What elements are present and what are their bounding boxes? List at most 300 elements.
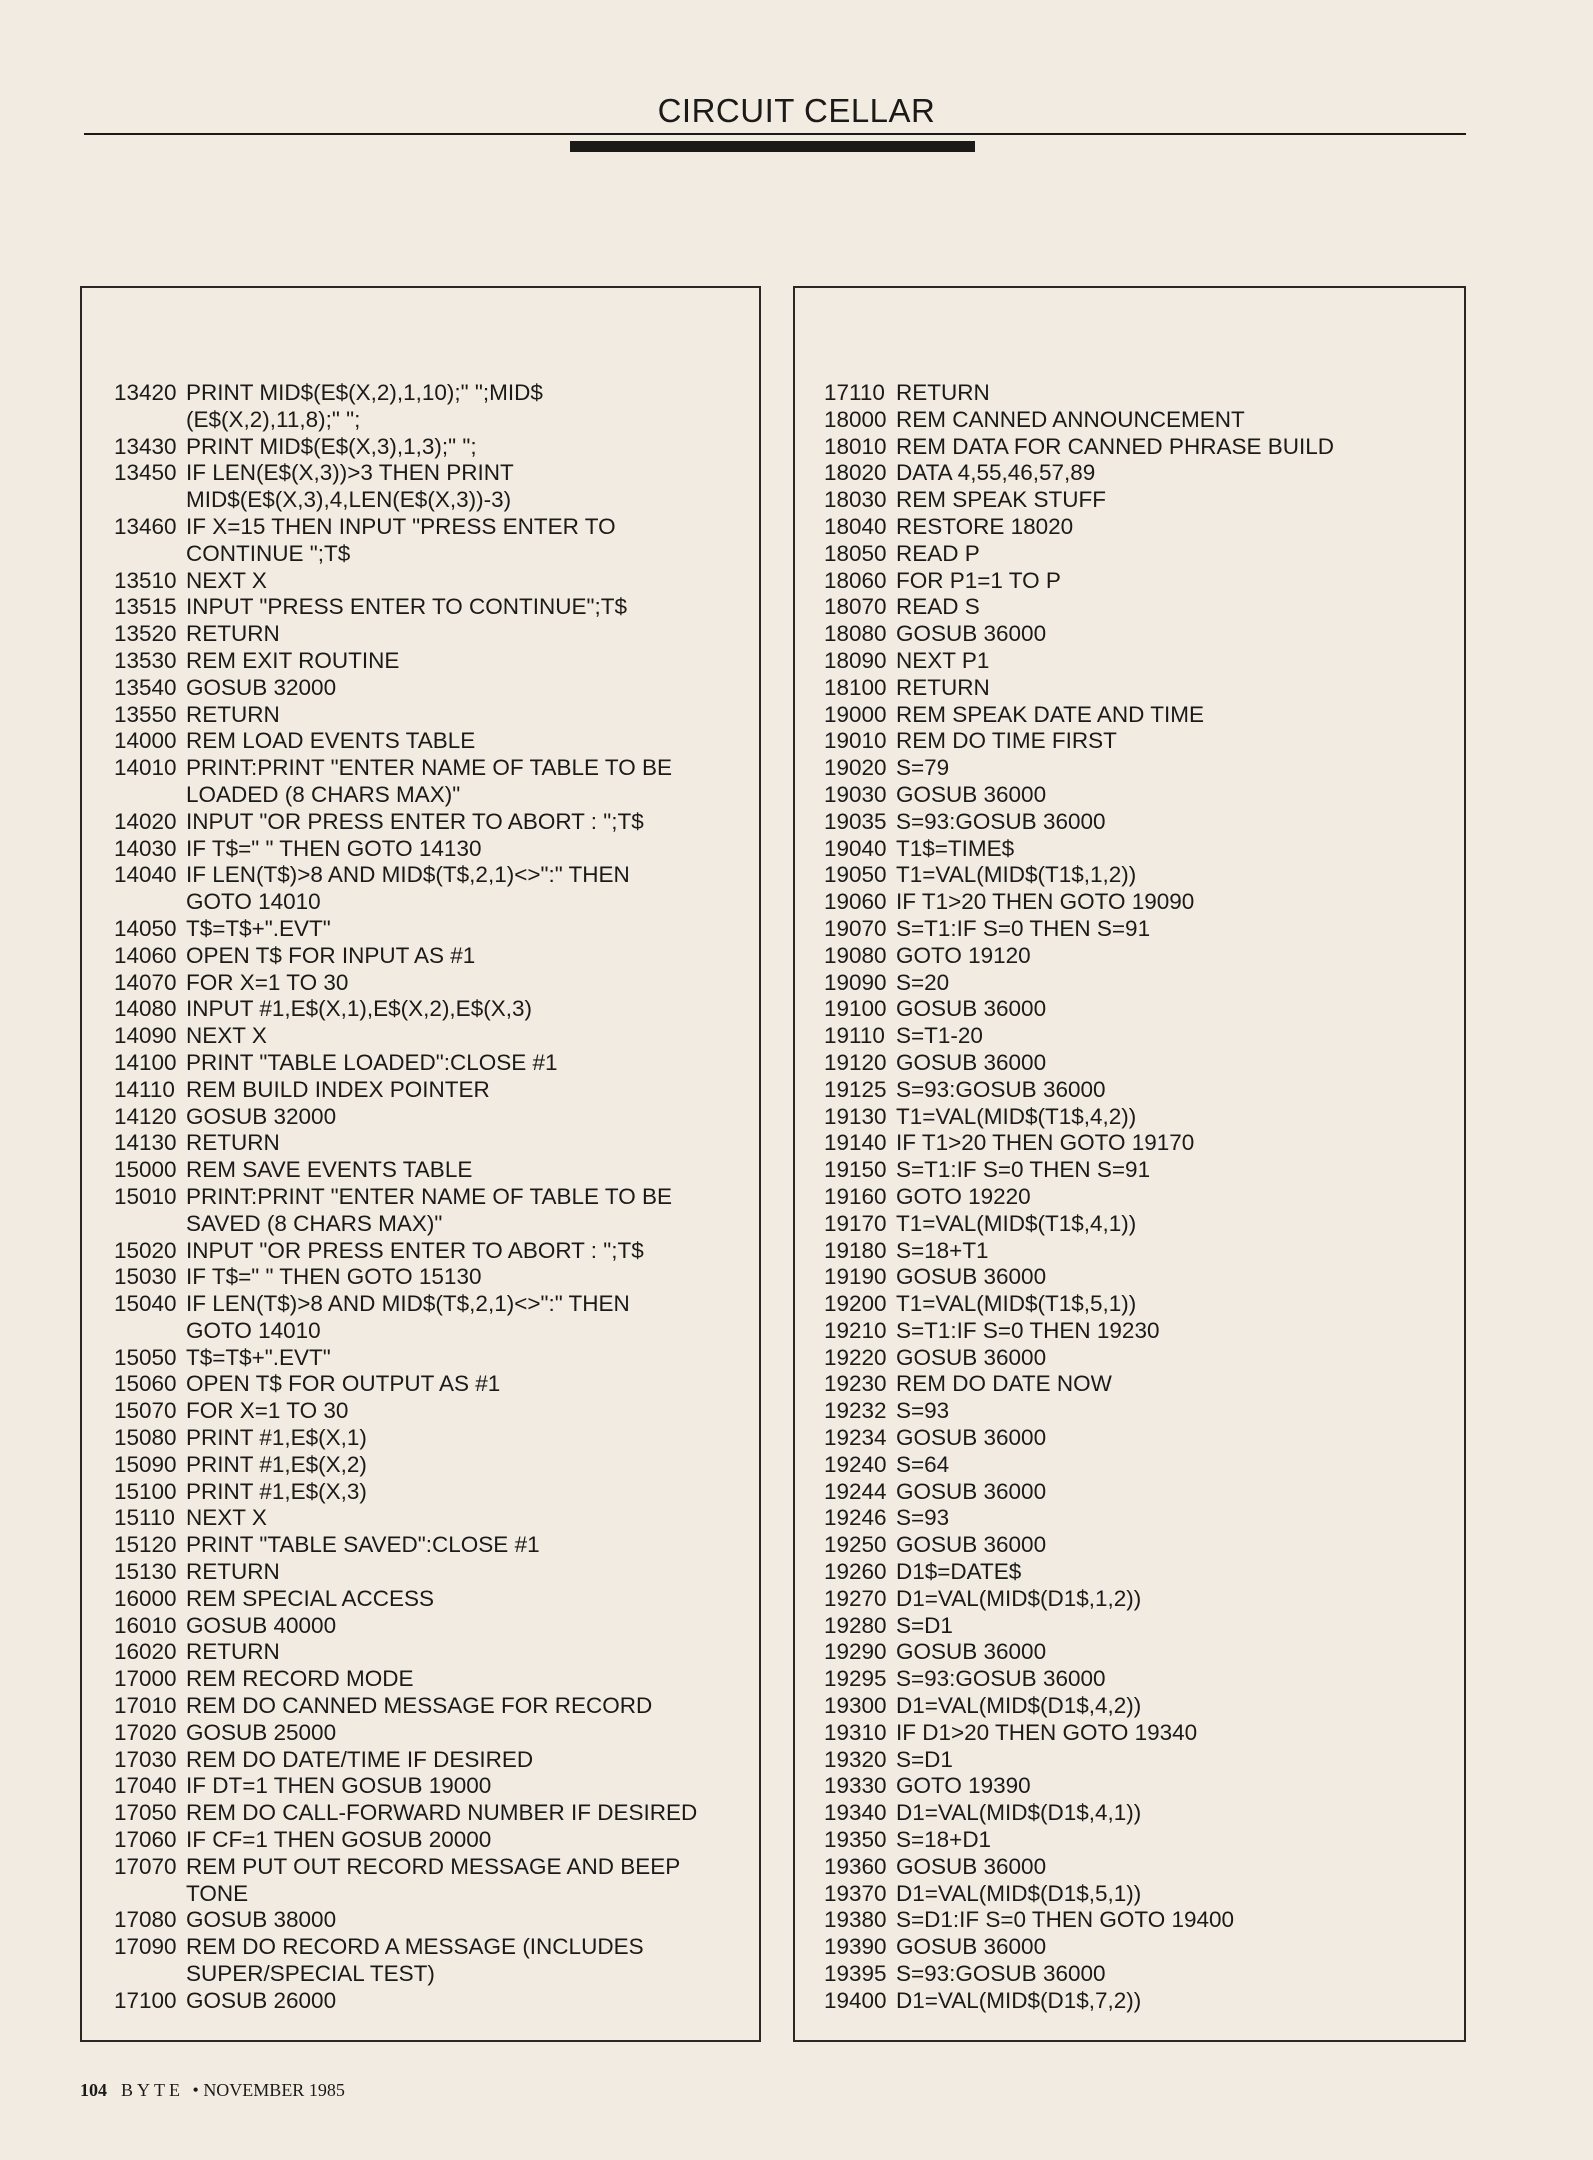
code-line <box>824 541 1460 568</box>
line-number: 14070 <box>114 969 177 995</box>
code-line <box>114 1586 754 1613</box>
statement: S=93 <box>896 1398 950 1424</box>
code-line <box>824 621 1460 648</box>
statement: OPEN T$ FOR OUTPUT AS #1 <box>186 1371 501 1397</box>
code-line <box>824 1398 1460 1425</box>
statement: PRINT MID$(E$(X,2),1,10);" ";MID$ (E$(X,2),11,8);" "; <box>186 380 543 432</box>
statement: IF LEN(T$)>8 AND MID$(T$,2,1)<>":" THEN GOTO 14010 <box>186 1291 630 1343</box>
line-number: 13530 <box>114 647 177 673</box>
statement: T1=VAL(MID$(T1$,4,1)) <box>896 1210 1137 1236</box>
line-number: 19310 <box>824 1719 887 1745</box>
statement: GOSUB 36000 <box>896 621 1047 647</box>
line-number: 19050 <box>824 862 887 888</box>
statement: FOR X=1 TO 30 <box>186 1398 349 1424</box>
code-line <box>114 1050 754 1077</box>
code-listing-left <box>114 380 754 2015</box>
line-number: 15020 <box>114 1237 177 1263</box>
code-line <box>114 1452 754 1479</box>
line-number: 19340 <box>824 1800 887 1826</box>
line-number: 19210 <box>824 1317 887 1343</box>
statement: IF T$=" " THEN GOTO 14130 <box>186 835 482 861</box>
statement: S=93:GOSUB 36000 <box>896 1076 1106 1102</box>
code-line <box>824 594 1460 621</box>
code-line <box>824 970 1460 997</box>
line-number: 18050 <box>824 540 887 566</box>
line-number: 19080 <box>824 942 887 968</box>
code-line <box>114 1104 754 1131</box>
line-number: 19232 <box>824 1398 887 1424</box>
line-number: 15000 <box>114 1157 177 1183</box>
line-number: 13430 <box>114 433 177 459</box>
line-number: 19200 <box>824 1291 887 1317</box>
line-number: 19234 <box>824 1425 887 1451</box>
line-number: 19244 <box>824 1478 887 1504</box>
statement: S=20 <box>896 969 950 995</box>
code-line <box>114 996 754 1023</box>
statement: REM EXIT ROUTINE <box>186 647 400 673</box>
statement: GOSUB 32000 <box>186 674 337 700</box>
code-line <box>114 1827 754 1854</box>
line-number: 18030 <box>824 487 887 513</box>
statement: READ S <box>896 594 980 620</box>
statement: GOSUB 36000 <box>896 1425 1047 1451</box>
statement: T1=VAL(MID$(T1$,5,1)) <box>896 1291 1137 1317</box>
statement: REM LOAD EVENTS TABLE <box>186 728 476 754</box>
statement: S=18+D1 <box>896 1827 992 1853</box>
statement: GOSUB 36000 <box>896 1264 1047 1290</box>
line-number: 17020 <box>114 1719 177 1745</box>
line-number: 13520 <box>114 621 177 647</box>
line-number: 13515 <box>114 594 177 620</box>
line-number: 13540 <box>114 674 177 700</box>
line-number: 19040 <box>824 835 887 861</box>
statement: RETURN <box>186 701 280 727</box>
statement: T1=VAL(MID$(T1$,4,2)) <box>896 1103 1137 1129</box>
line-number: 15040 <box>114 1291 177 1317</box>
line-number: 18060 <box>824 567 887 593</box>
code-line <box>114 648 754 675</box>
line-number: 19125 <box>824 1076 887 1102</box>
statement: NEXT P1 <box>896 647 990 673</box>
line-number: 17080 <box>114 1907 177 1933</box>
code-line <box>824 702 1460 729</box>
statement: GOSUB 38000 <box>186 1907 337 1933</box>
line-number: 19250 <box>824 1532 887 1558</box>
code-line <box>114 1023 754 1050</box>
code-line <box>824 1639 1460 1666</box>
statement: GOTO 19390 <box>896 1773 1031 1799</box>
statement: PRINT #1,E$(X,3) <box>186 1478 367 1504</box>
statement: REM SPECIAL ACCESS <box>186 1585 434 1611</box>
line-number: 15050 <box>114 1344 177 1370</box>
code-line <box>824 1720 1460 1747</box>
line-number: 16010 <box>114 1612 177 1638</box>
line-number: 18020 <box>824 460 887 486</box>
statement: REM PUT OUT RECORD MESSAGE AND BEEP TONE <box>186 1853 681 1906</box>
line-number: 17060 <box>114 1827 177 1853</box>
code-line <box>114 1934 754 1988</box>
line-number: 13450 <box>114 460 177 486</box>
statement: S=T1:IF S=0 THEN 19230 <box>896 1317 1160 1343</box>
statement: RETURN <box>186 1130 280 1156</box>
statement: IF T$=" " THEN GOTO 15130 <box>186 1264 482 1290</box>
statement: INPUT #1,E$(X,1),E$(X,2),E$(X,3) <box>186 996 532 1022</box>
line-number: 19260 <box>824 1559 887 1585</box>
line-number: 14030 <box>114 835 177 861</box>
statement: GOSUB 36000 <box>896 1639 1047 1665</box>
statement: FOR P1=1 TO P <box>896 567 1061 593</box>
code-line <box>114 1345 754 1372</box>
line-number: 19290 <box>824 1639 887 1665</box>
code-line <box>114 728 754 755</box>
code-line <box>824 1318 1460 1345</box>
line-number: 19246 <box>824 1505 887 1531</box>
code-line <box>824 1881 1460 1908</box>
line-number: 19360 <box>824 1853 887 1879</box>
statement: GOTO 19220 <box>896 1183 1031 1209</box>
statement: PRINT "TABLE SAVED":CLOSE #1 <box>186 1532 540 1558</box>
line-number: 19330 <box>824 1773 887 1799</box>
statement: GOSUB 36000 <box>896 781 1047 807</box>
code-line <box>824 675 1460 702</box>
code-line <box>824 434 1460 461</box>
line-number: 17070 <box>114 1853 177 1879</box>
statement: D1=VAL(MID$(D1$,5,1)) <box>896 1880 1142 1906</box>
code-line <box>824 1559 1460 1586</box>
statement: RETURN <box>896 674 990 700</box>
code-line <box>824 862 1460 889</box>
code-line <box>824 916 1460 943</box>
code-line <box>114 1613 754 1640</box>
statement: RETURN <box>186 621 280 647</box>
line-number: 18040 <box>824 513 887 539</box>
statement: GOSUB 36000 <box>896 996 1047 1022</box>
statement: D1$=DATE$ <box>896 1559 1022 1585</box>
code-line <box>114 1505 754 1532</box>
code-line <box>114 380 754 434</box>
statement: READ P <box>896 540 980 566</box>
code-line <box>824 1961 1460 1988</box>
code-line <box>114 1371 754 1398</box>
code-line <box>824 1854 1460 1881</box>
line-number: 19380 <box>824 1907 887 1933</box>
code-line <box>114 460 754 514</box>
statement: REM DO TIME FIRST <box>896 728 1117 754</box>
line-number: 14050 <box>114 915 177 941</box>
code-line <box>114 568 754 595</box>
line-number: 19030 <box>824 781 887 807</box>
code-line <box>114 836 754 863</box>
line-number: 17040 <box>114 1773 177 1799</box>
line-number: 19140 <box>824 1130 887 1156</box>
statement: GOSUB 36000 <box>896 1344 1047 1370</box>
line-number: 14090 <box>114 1023 177 1049</box>
line-number: 14110 <box>114 1076 175 1102</box>
statement: DATA 4,55,46,57,89 <box>896 460 1096 486</box>
line-number: 17100 <box>114 1987 177 2013</box>
code-line <box>824 1238 1460 1265</box>
statement: IF CF=1 THEN GOSUB 20000 <box>186 1827 492 1853</box>
code-line <box>824 996 1460 1023</box>
line-number: 19070 <box>824 915 887 941</box>
code-line <box>114 809 754 836</box>
code-line <box>824 1934 1460 1961</box>
line-number: 19320 <box>824 1746 887 1772</box>
code-line <box>824 648 1460 675</box>
line-number: 14120 <box>114 1103 177 1129</box>
statement: RETURN <box>186 1559 280 1585</box>
code-line <box>114 755 754 809</box>
code-line <box>824 1157 1460 1184</box>
code-line <box>824 1425 1460 1452</box>
code-line <box>824 836 1460 863</box>
footer-separator: • <box>192 2080 199 2100</box>
line-number: 13420 <box>114 380 177 405</box>
code-line <box>114 1398 754 1425</box>
code-line <box>824 1505 1460 1532</box>
line-number: 15130 <box>114 1559 177 1585</box>
line-number: 17090 <box>114 1934 177 1960</box>
code-line <box>824 1345 1460 1372</box>
code-line <box>824 943 1460 970</box>
statement: T$=T$+".EVT" <box>186 915 331 941</box>
code-line <box>824 1479 1460 1506</box>
line-number: 17110 <box>824 380 885 405</box>
line-number: 19120 <box>824 1049 887 1075</box>
code-line <box>824 1907 1460 1934</box>
line-number: 14040 <box>114 862 177 888</box>
code-line <box>114 434 754 461</box>
statement: T$=T$+".EVT" <box>186 1344 331 1370</box>
statement: IF X=15 THEN INPUT "PRESS ENTER TO CONTINUE ";T$ <box>186 513 616 566</box>
code-line <box>114 1720 754 1747</box>
statement: REM DO DATE/TIME IF DESIRED <box>186 1746 534 1772</box>
magazine-name: BYTE <box>121 2080 184 2100</box>
statement: INPUT "OR PRESS ENTER TO ABORT : ";T$ <box>186 808 644 834</box>
statement: OPEN T$ FOR INPUT AS #1 <box>186 942 476 968</box>
code-line <box>824 380 1460 407</box>
line-number: 13510 <box>114 567 177 593</box>
statement: D1=VAL(MID$(D1$,7,2)) <box>896 1987 1142 2013</box>
statement: REM BUILD INDEX POINTER <box>186 1076 490 1102</box>
statement: S=T1:IF S=0 THEN S=91 <box>896 1157 1151 1183</box>
line-number: 15030 <box>114 1264 177 1290</box>
line-number: 18100 <box>824 674 887 700</box>
line-number: 19020 <box>824 755 887 781</box>
code-line <box>114 943 754 970</box>
code-line <box>114 1184 754 1238</box>
line-number: 19180 <box>824 1237 887 1263</box>
line-number: 14010 <box>114 755 177 781</box>
page-number: 104 <box>80 2080 107 2100</box>
line-number: 19400 <box>824 1987 887 2013</box>
code-line <box>824 1211 1460 1238</box>
statement: REM SPEAK DATE AND TIME <box>896 701 1204 727</box>
code-line <box>824 889 1460 916</box>
code-line <box>114 916 754 943</box>
line-number: 19220 <box>824 1344 887 1370</box>
code-line <box>824 1104 1460 1131</box>
statement: PRINT:PRINT "ENTER NAME OF TABLE TO BE SAVED (8 CHARS MAX)" <box>186 1183 673 1236</box>
line-number: 17000 <box>114 1666 177 1692</box>
code-line <box>824 1693 1460 1720</box>
line-number: 19190 <box>824 1264 887 1290</box>
code-line <box>114 1639 754 1666</box>
line-number: 19300 <box>824 1693 887 1719</box>
code-line <box>824 568 1460 595</box>
code-line <box>114 1773 754 1800</box>
line-number: 18000 <box>824 406 887 432</box>
statement: REM DO RECORD A MESSAGE (INCLUDES SUPER/SPECIAL TEST) <box>186 1934 644 1987</box>
statement: REM SPEAK STUFF <box>896 487 1107 513</box>
code-listing-right <box>824 380 1460 2015</box>
code-line <box>114 594 754 621</box>
code-line <box>824 1023 1460 1050</box>
code-line <box>824 782 1460 809</box>
statement: GOSUB 32000 <box>186 1103 337 1129</box>
code-line <box>114 1747 754 1774</box>
line-number: 15120 <box>114 1532 177 1558</box>
statement: REM DO CANNED MESSAGE FOR RECORD <box>186 1693 653 1719</box>
statement: GOSUB 26000 <box>186 1987 337 2013</box>
line-number: 14130 <box>114 1130 177 1156</box>
code-line <box>114 1666 754 1693</box>
code-line <box>824 407 1460 434</box>
statement: REM DO DATE NOW <box>896 1371 1112 1397</box>
code-line <box>824 1586 1460 1613</box>
statement: D1=VAL(MID$(D1$,4,2)) <box>896 1693 1142 1719</box>
line-number: 17030 <box>114 1746 177 1772</box>
statement: REM DO CALL-FORWARD NUMBER IF DESIRED <box>186 1800 698 1826</box>
code-line <box>114 621 754 648</box>
line-number: 15110 <box>114 1505 175 1531</box>
statement: PRINT "TABLE LOADED":CLOSE #1 <box>186 1049 558 1075</box>
code-line <box>824 728 1460 755</box>
code-line <box>824 1452 1460 1479</box>
code-line <box>824 755 1460 782</box>
statement: INPUT "OR PRESS ENTER TO ABORT : ";T$ <box>186 1237 644 1263</box>
statement: S=T1-20 <box>896 1023 983 1049</box>
statement: S=D1:IF S=0 THEN GOTO 19400 <box>896 1907 1235 1933</box>
line-number: 17050 <box>114 1800 177 1826</box>
code-line <box>824 1666 1460 1693</box>
statement: S=T1:IF S=0 THEN S=91 <box>896 915 1151 941</box>
code-line <box>824 1827 1460 1854</box>
code-line <box>114 1157 754 1184</box>
line-number: 19035 <box>824 808 887 834</box>
line-number: 19350 <box>824 1827 887 1853</box>
code-line <box>824 1291 1460 1318</box>
statement: PRINT #1,E$(X,2) <box>186 1451 367 1477</box>
statement: IF LEN(E$(X,3))>3 THEN PRINT MID$(E$(X,3),4,LEN(E$(X,3))-3) <box>186 460 514 513</box>
statement: S=93:GOSUB 36000 <box>896 1961 1106 1987</box>
statement: GOSUB 36000 <box>896 1934 1047 1960</box>
line-number: 15060 <box>114 1371 177 1397</box>
code-line <box>824 1184 1460 1211</box>
code-line <box>824 1130 1460 1157</box>
line-number: 13460 <box>114 513 177 539</box>
statement: IF LEN(T$)>8 AND MID$(T$,2,1)<>":" THEN GOTO 14010 <box>186 862 630 915</box>
line-number: 19280 <box>824 1612 887 1638</box>
header-rule <box>84 133 1466 135</box>
statement: RETURN <box>186 1639 280 1665</box>
code-line <box>824 1613 1460 1640</box>
code-line <box>824 1371 1460 1398</box>
statement: GOSUB 36000 <box>896 1853 1047 1879</box>
statement: PRINT #1,E$(X,1) <box>186 1425 367 1451</box>
line-number: 15100 <box>114 1478 177 1504</box>
code-line <box>114 1800 754 1827</box>
statement: S=D1 <box>896 1612 953 1638</box>
statement: REM CANNED ANNOUNCEMENT <box>896 406 1245 432</box>
code-line <box>114 1532 754 1559</box>
statement: GOSUB 40000 <box>186 1612 337 1638</box>
statement: IF T1>20 THEN GOTO 19170 <box>896 1130 1195 1156</box>
statement: GOSUB 25000 <box>186 1719 337 1745</box>
code-line <box>114 1077 754 1104</box>
line-number: 17010 <box>114 1693 177 1719</box>
line-number: 19170 <box>824 1210 887 1236</box>
statement: IF DT=1 THEN GOSUB 19000 <box>186 1773 492 1799</box>
code-line <box>824 1077 1460 1104</box>
line-number: 19240 <box>824 1451 887 1477</box>
line-number: 19270 <box>824 1585 887 1611</box>
line-number: 18010 <box>824 433 887 459</box>
line-number: 16020 <box>114 1639 177 1665</box>
line-number: 18070 <box>824 594 887 620</box>
line-number: 19295 <box>824 1666 887 1692</box>
statement: IF D1>20 THEN GOTO 19340 <box>896 1719 1198 1745</box>
line-number: 19060 <box>824 889 887 915</box>
code-line <box>114 970 754 997</box>
section-title: CIRCUIT CELLAR <box>657 92 936 129</box>
line-number: 14080 <box>114 996 177 1022</box>
code-line <box>114 862 754 916</box>
line-number: 19370 <box>824 1880 887 1906</box>
header-bar <box>570 141 975 152</box>
code-line <box>824 514 1460 541</box>
statement: REM DATA FOR CANNED PHRASE BUILD <box>896 433 1334 459</box>
statement: GOSUB 36000 <box>896 1049 1047 1075</box>
statement: PRINT:PRINT "ENTER NAME OF TABLE TO BE LOADED (8 CHARS MAX)" <box>186 755 673 807</box>
code-line <box>824 1747 1460 1774</box>
code-line <box>824 460 1460 487</box>
issue-date: NOVEMBER 1985 <box>203 2080 345 2100</box>
statement: NEXT X <box>186 1505 267 1531</box>
code-line <box>114 1854 754 1908</box>
line-number: 19100 <box>824 996 887 1022</box>
statement: FOR X=1 TO 30 <box>186 969 349 995</box>
statement: RETURN <box>896 380 990 405</box>
line-number: 19110 <box>824 1023 885 1049</box>
statement: REM SAVE EVENTS TABLE <box>186 1157 473 1183</box>
line-number: 19130 <box>824 1103 887 1129</box>
statement: NEXT X <box>186 567 267 593</box>
statement: REM RECORD MODE <box>186 1666 414 1692</box>
code-line <box>114 1479 754 1506</box>
code-line <box>824 1264 1460 1291</box>
line-number: 18090 <box>824 647 887 673</box>
code-line <box>114 675 754 702</box>
code-line <box>824 1050 1460 1077</box>
line-number: 13550 <box>114 701 177 727</box>
statement: D1=VAL(MID$(D1$,4,1)) <box>896 1800 1142 1826</box>
statement: T1=VAL(MID$(T1$,1,2)) <box>896 862 1137 888</box>
statement: GOSUB 36000 <box>896 1478 1047 1504</box>
code-line <box>114 1291 754 1345</box>
statement: S=93:GOSUB 36000 <box>896 808 1106 834</box>
line-number: 19395 <box>824 1961 887 1987</box>
